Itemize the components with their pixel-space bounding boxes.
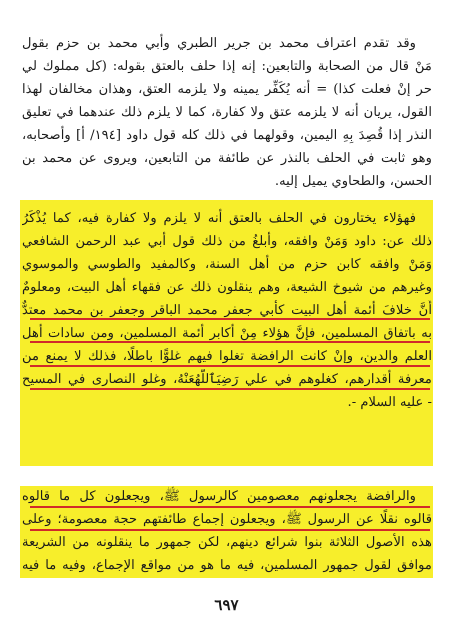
text-line: معرفة أقدارهم، كغلوهم في علي رَضِيَٱللَّهُعَنْهُ، وغلو النصارى في المسيح [22,372,432,387]
text-line: هذه الأصول الثلاثة بنوا شرائع دينهم، لكن جمهور ما ينقلونه من الشريعة [22,535,432,550]
page-number: ٦٩٧ [214,596,239,614]
text-line: فهؤلاء يختارون في الحلف بالعتق أنه لا يلزم ولا كفارة فيه، كما يُذْكَرُ [22,211,416,226]
text-line: ذلك عن: داود وَمَنْ وافقه، وأبلغُ من ذلك قول أبي عبد الرحمن الشافعي [22,234,432,249]
text-line: وَمَنْ وافقه كابن حزم من أهل السنة، وكالمفيد والطوسي والموسوي [22,257,432,272]
text-line: به باتفاق المسلمين، فإنَّ هؤلاء مِنْ أكابر أئمة المسلمين، ومن سادات أهل [22,326,432,341]
text-line: وهو ثابت في الحلف بالنذر عن طائفة من التابعين، ويروى عن محمد بن [22,151,432,166]
text-line: - عليه السلام -. [347,395,432,410]
text-line: حر إنْ فعلت كذا) = أنه يُكَفِّر يمينه ولا يلزمه العتق، وهذان مخالفان لهذا [22,82,432,97]
text-line: الحسن، والطحاوي يميل إليه. [274,174,432,189]
text-line: أَنَّ خلافَ أئمة أهل البيت كأبي جعفر محمد الباقر وجعفر بن محمد معتدٌّ [22,303,432,318]
text-line: والرافضة يجعلونهم معصومين كالرسول ﷺ، ويجعلون كل ما قالوه [22,489,416,504]
text-line: النذر إذا قُصِدَ بِهِ اليمين، وقولهما في ذلك كله قول داود [١٩٤/ أ] وأصحابه، [22,128,432,143]
text-line: العلم والدين، وإنْ كانت الرافضة تغلوا فيهم غلوًّا باطلًا، فذلك لا يمنع من [22,349,432,364]
text-line: قالوه نقلًا عن الرسول ﷺ، ويجعلون إجماع طائفتهم حجة معصومة؛ وعلى [22,512,432,527]
text-line: القول، يريان أنه لا يلزمه عتق ولا كفارة، كما لا يلزم ذلك عندهما في تعليق [22,105,432,120]
text-line: وقد تقدم اعتراف محمد بن جرير الطبري وأبي محمد بن حزم بقول [22,36,416,51]
text-line: مَنْ قال من الصحابة والتابعين: إنه إذا حلف بالعتق بقوله: (كل مملوك لي [22,59,432,74]
text-line: موافق لقول جمهور المسلمين، فيه ما هو من مواقع الإجماع، وفيه ما فيه [22,558,432,573]
text-line: وغيرهم من شيوخ الشيعة، وهم ينقلون ذلك عن فقهاء أهل البيت، ومعلومٌ [22,280,432,295]
